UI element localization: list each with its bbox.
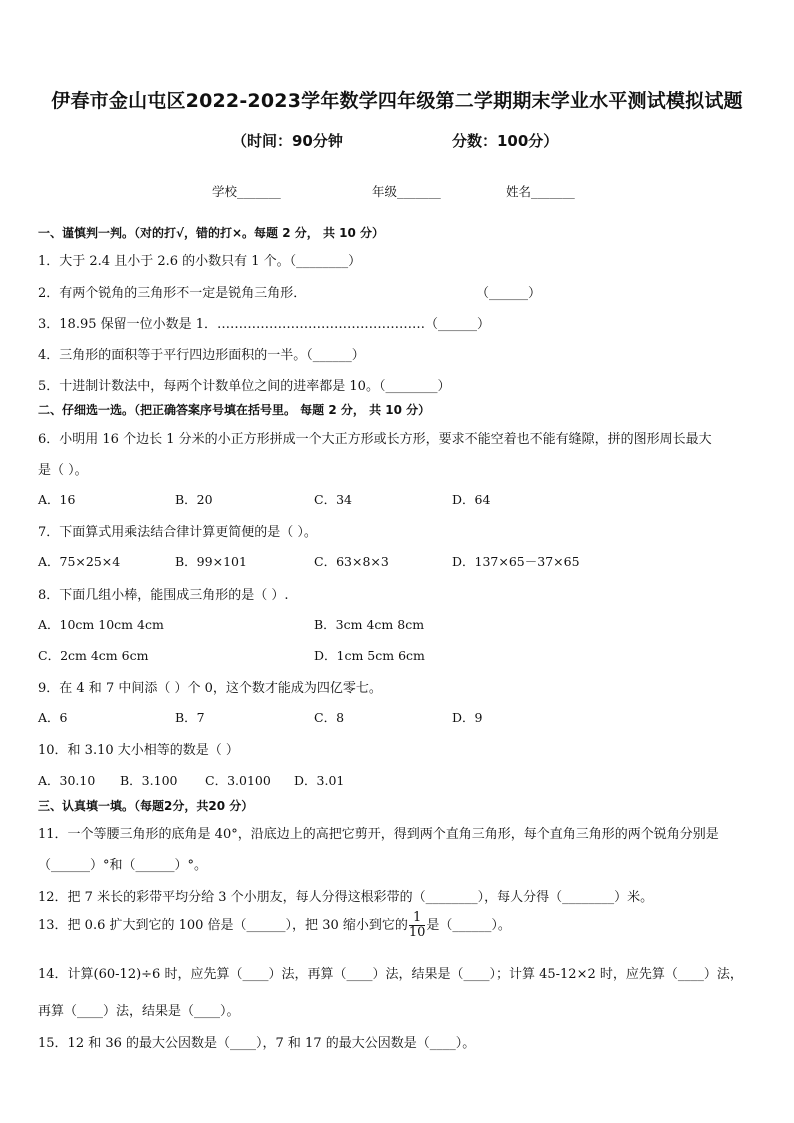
- question-10-option-b: B．3.100: [120, 773, 178, 788]
- question-2: 2．有两个锐角的三角形不一定是锐角三角形．: [38, 286, 307, 301]
- exam-score: 分数：100分）: [452, 132, 559, 150]
- question-14-line-1: 14．计算(60-12)÷6 时，应先算（____）法，再算（____）法，结果是（____）；计算 45-12×2 时，应先算（____）法，: [38, 967, 743, 982]
- section-1-heading: 一、谨慎判一判。（对的打√，错的打×。每题 2 分， 共 10 分）: [38, 226, 384, 240]
- fraction-denominator: 10: [408, 925, 426, 940]
- question-6-option-a: A．16: [38, 492, 76, 507]
- question-10-option-c: C．3.0100: [205, 773, 271, 788]
- question-6-line-2: 是（ ）。: [38, 463, 88, 478]
- question-9-option-d: D．9: [452, 710, 483, 725]
- question-9-option-a: A．6: [38, 710, 68, 725]
- question-10: 10．和 3.10 大小相等的数是（ ）: [38, 743, 239, 758]
- question-7-option-b: B．99×101: [175, 554, 247, 569]
- question-10-option-a: A．30.10: [38, 773, 96, 788]
- exam-time: （时间：90分钟: [232, 132, 343, 150]
- school-field: 学校_______: [212, 184, 281, 199]
- question-11-line-2: （______）°和（______）°。: [38, 858, 208, 873]
- question-7-option-d: D．137×65－37×65: [452, 554, 580, 569]
- question-9: 9．在 4 和 7 中间添（ ）个 0，这个数才能成为四亿零七。: [38, 681, 382, 696]
- question-6-option-c: C．34: [314, 492, 352, 507]
- question-9-option-b: B．7: [175, 710, 205, 725]
- name-field: 姓名_______: [506, 184, 575, 199]
- question-8-option-b: B．3cm 4cm 8cm: [314, 617, 425, 632]
- question-8-option-a: A．10cm 10cm 4cm: [38, 617, 164, 632]
- question-8-option-c: C．2cm 4cm 6cm: [38, 648, 149, 663]
- question-8: 8．下面几组小棒，能围成三角形的是（ ）.: [38, 588, 289, 603]
- grade-field: 年级_______: [372, 184, 441, 199]
- question-13: [38, 911, 511, 940]
- question-5: 5．十进制计数法中，每两个计数单位之间的进率都是 10。（________）: [38, 379, 451, 394]
- question-11-line-1: 11．一个等腰三角形的底角是 40°，沿底边上的高把它剪开，得到两个直角三角形，每个直角三角形的两个锐角分别是: [38, 827, 719, 842]
- section-2-heading: 二、仔细选一选。（把正确答案序号填在括号里。 每题 2 分， 共 10 分）: [38, 403, 431, 417]
- question-3: 3．18.95 保留一位小数是 1．…………………………………………（______）: [38, 317, 491, 332]
- question-14-line-2: 再算（____）法，结果是（____）。: [38, 1004, 240, 1019]
- question-4: 4．三角形的面积等于平行四边形面积的一半。（______）: [38, 348, 365, 363]
- question-15: 15．12 和 36 的最大公因数是（____），7 和 17 的最大公因数是（____）。: [38, 1036, 476, 1051]
- question-6-option-d: D．64: [452, 492, 491, 507]
- question-7-option-a: A．75×25×4: [38, 554, 121, 569]
- question-13-text-b: 是（______）。: [426, 918, 511, 933]
- section-3-heading: 三、认真填一填。（每题2分，共20 分）: [38, 799, 254, 813]
- question-8-option-d: D．1cm 5cm 6cm: [314, 648, 425, 663]
- page-title: 伊春市金山屯区2022-2023学年数学四年级第二学期期末学业水平测试模拟试题: [51, 90, 743, 112]
- fraction-numerator: 1: [409, 911, 426, 926]
- question-7: 7．下面算式用乘法结合律计算更简便的是（ ）。: [38, 525, 317, 540]
- question-6-line-1: 6．小明用 16 个边长 1 分米的小正方形拼成一个大正方形或长方形，要求不能空着也不能有缝隙，拼的图形周长最大: [38, 432, 712, 447]
- question-2-blank: （______）: [476, 286, 542, 301]
- question-12: 12．把 7 米长的彩带平均分给 3 个小朋友，每人分得这根彩带的（________），每人分得（________）米。: [38, 890, 654, 905]
- question-9-option-c: C．8: [314, 710, 345, 725]
- question-6-option-b: B．20: [175, 492, 213, 507]
- question-7-option-c: C．63×8×3: [314, 554, 389, 569]
- question-1: 1．大于 2.4 且小于 2.6 的小数只有 1 个。（________）: [38, 254, 362, 269]
- question-10-option-d: D．3.01: [294, 773, 345, 788]
- question-13-text-a: 13．把 0.6 扩大到它的 100 倍是（______），把 30 缩小到它的: [38, 918, 408, 933]
- fraction-one-tenth: [409, 911, 426, 940]
